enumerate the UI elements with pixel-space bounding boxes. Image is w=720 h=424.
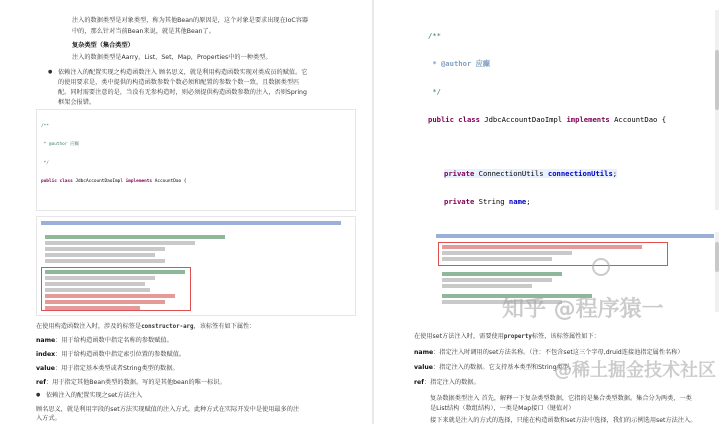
- xml-line: [442, 257, 552, 261]
- bullet-constructor-injection-4: 框架会报错。: [58, 99, 96, 106]
- complex-type-description: 注入的数据类型是Aarry，List，Set，Map，Properties中的一种类型。: [72, 54, 272, 61]
- constructor-xml-config-screenshot: [36, 216, 356, 316]
- xml-highlighted-line: [45, 294, 175, 298]
- bullet-set-injection: ● 依赖注入的配置实现之set方法注入: [46, 391, 366, 401]
- setter-code-screenshot: [422, 10, 718, 210]
- set-injection-desc-2: 入方式。: [36, 415, 61, 422]
- xml-bean-line: [41, 221, 341, 225]
- watermark-logo-icon: [592, 258, 610, 276]
- xml-line: [45, 259, 165, 263]
- code-class-declaration: public class JdbcAccountDaoImpl implements AccountDao {: [428, 115, 667, 125]
- code-field-name: private String name;: [444, 196, 531, 206]
- complex-type-heading: 复杂类型（集合类型）: [72, 42, 134, 49]
- bullet-complex-injection-1: ● 复杂数据类型注入 首先，解释一下复杂类型数据，它指的是集合类型数据。集合分为两类，一类: [430, 394, 720, 404]
- xml-highlighted-line: [45, 306, 140, 310]
- code-author-comment: * @author 应癫: [428, 59, 490, 69]
- constructor-code-screenshot: [36, 109, 356, 211]
- property-attr-ref: ref：指定注入的数据。: [414, 379, 480, 386]
- xml-scrollbar[interactable]: [715, 232, 719, 312]
- paragraph-other-bean-1: 注入的数据类型是对象类型，称为其他Bean的原因是，这个对象是要求出现在IoC容器: [72, 17, 309, 24]
- code-scrollbar-thumb[interactable]: [715, 50, 719, 110]
- xml-comment-line: [442, 272, 562, 276]
- injection-choice-line: 接下来就是注入的方式的选择，只能在构造函数和set方法中选择，我们的示例选用set方法注入。: [430, 417, 697, 424]
- bullet-complex-injection-2: 是List结构（数组结构），一类是Map接口（键值对）: [430, 405, 575, 412]
- juejin-watermark: @稀土掘金技术社区: [554, 360, 716, 381]
- xml-line: [45, 288, 150, 292]
- right-document-page: [374, 0, 720, 424]
- zhihu-watermark: 知乎 @程序猿一: [502, 297, 664, 322]
- paragraph-other-bean-2: 中的，那么针对当前Bean来说，就是其他Bean了。: [72, 28, 215, 35]
- property-attr-name: name：指定注入时调用的set方法名称。（注：不包含set这三个字母,druid连接池指定属性名称）: [414, 349, 684, 356]
- xml-bean-line: [436, 234, 714, 238]
- attr-name-line: name：用于给构造函数中指定名称的参数赋值。: [36, 337, 173, 344]
- xml-comment-line: [45, 270, 185, 274]
- attr-ref-line: ref：用于指定其他Bean类型的数据。写的是其他bean的唯一标识。: [36, 379, 226, 386]
- constructor-arg-intro: 在使用构造函数注入时，涉及的标签是constructor-arg，该标签有如下属性：: [36, 323, 256, 330]
- xml-line: [45, 247, 165, 251]
- xml-highlighted-line: [45, 300, 165, 304]
- attr-index-line: index：用于给构造函数中指定索引位置的参数赋值。: [36, 351, 186, 358]
- xml-comment-line: [45, 235, 225, 239]
- xml-line: [45, 241, 195, 245]
- property-attr-value: value：指定注入的数据。它支持基本类型和String类型。: [414, 364, 576, 371]
- property-intro: 在使用set方法注入时，需要使用property标签，该标签属性如下：: [414, 333, 600, 340]
- xml-line: [45, 276, 155, 280]
- code-comment-close: */: [428, 87, 441, 97]
- xml-scrollbar-thumb[interactable]: [715, 242, 719, 272]
- attr-value-line: value：用于指定基本类型或者String类型的数据。: [36, 365, 179, 372]
- bullet-constructor-injection-2: 的使用要求是，类中提供的构造函数参数个数必须和配置的参数个数一致，且数据类型匹: [58, 79, 300, 86]
- xml-line: [442, 251, 572, 255]
- xml-highlighted-line: [442, 245, 642, 249]
- xml-line: [45, 282, 145, 286]
- bullet-constructor-injection-3: 配。同时需要注意的是，当没有无参构造时，则必须提供构造函数参数的注入，否则Spring: [58, 89, 307, 96]
- bullet-constructor-injection-1: ● 依赖注入的配置实现之构造函数注入 顾名思义，就是利用构造函数实现对类成员的赋值。它: [58, 68, 368, 78]
- xml-line: [442, 278, 552, 282]
- code-class-declaration: public class JdbcAccountDaoImpl implements AccountDao {: [41, 179, 187, 185]
- set-injection-desc-1: 顾名思义，就是利用字段的set方法实现赋值的注入方式。此种方式在实际开发中是使用最多的注: [36, 406, 300, 413]
- code-scrollbar[interactable]: [715, 10, 719, 210]
- code-field-connectionutils: private ConnectionUtils connectionUtils;: [444, 168, 618, 178]
- code-author-comment: * @author 应癫: [41, 142, 79, 148]
- code-comment-open: /**: [41, 124, 49, 130]
- code-comment-close: */: [41, 160, 49, 166]
- xml-line: [45, 253, 155, 257]
- code-comment-open: /**: [428, 30, 441, 40]
- xml-line: [442, 284, 532, 288]
